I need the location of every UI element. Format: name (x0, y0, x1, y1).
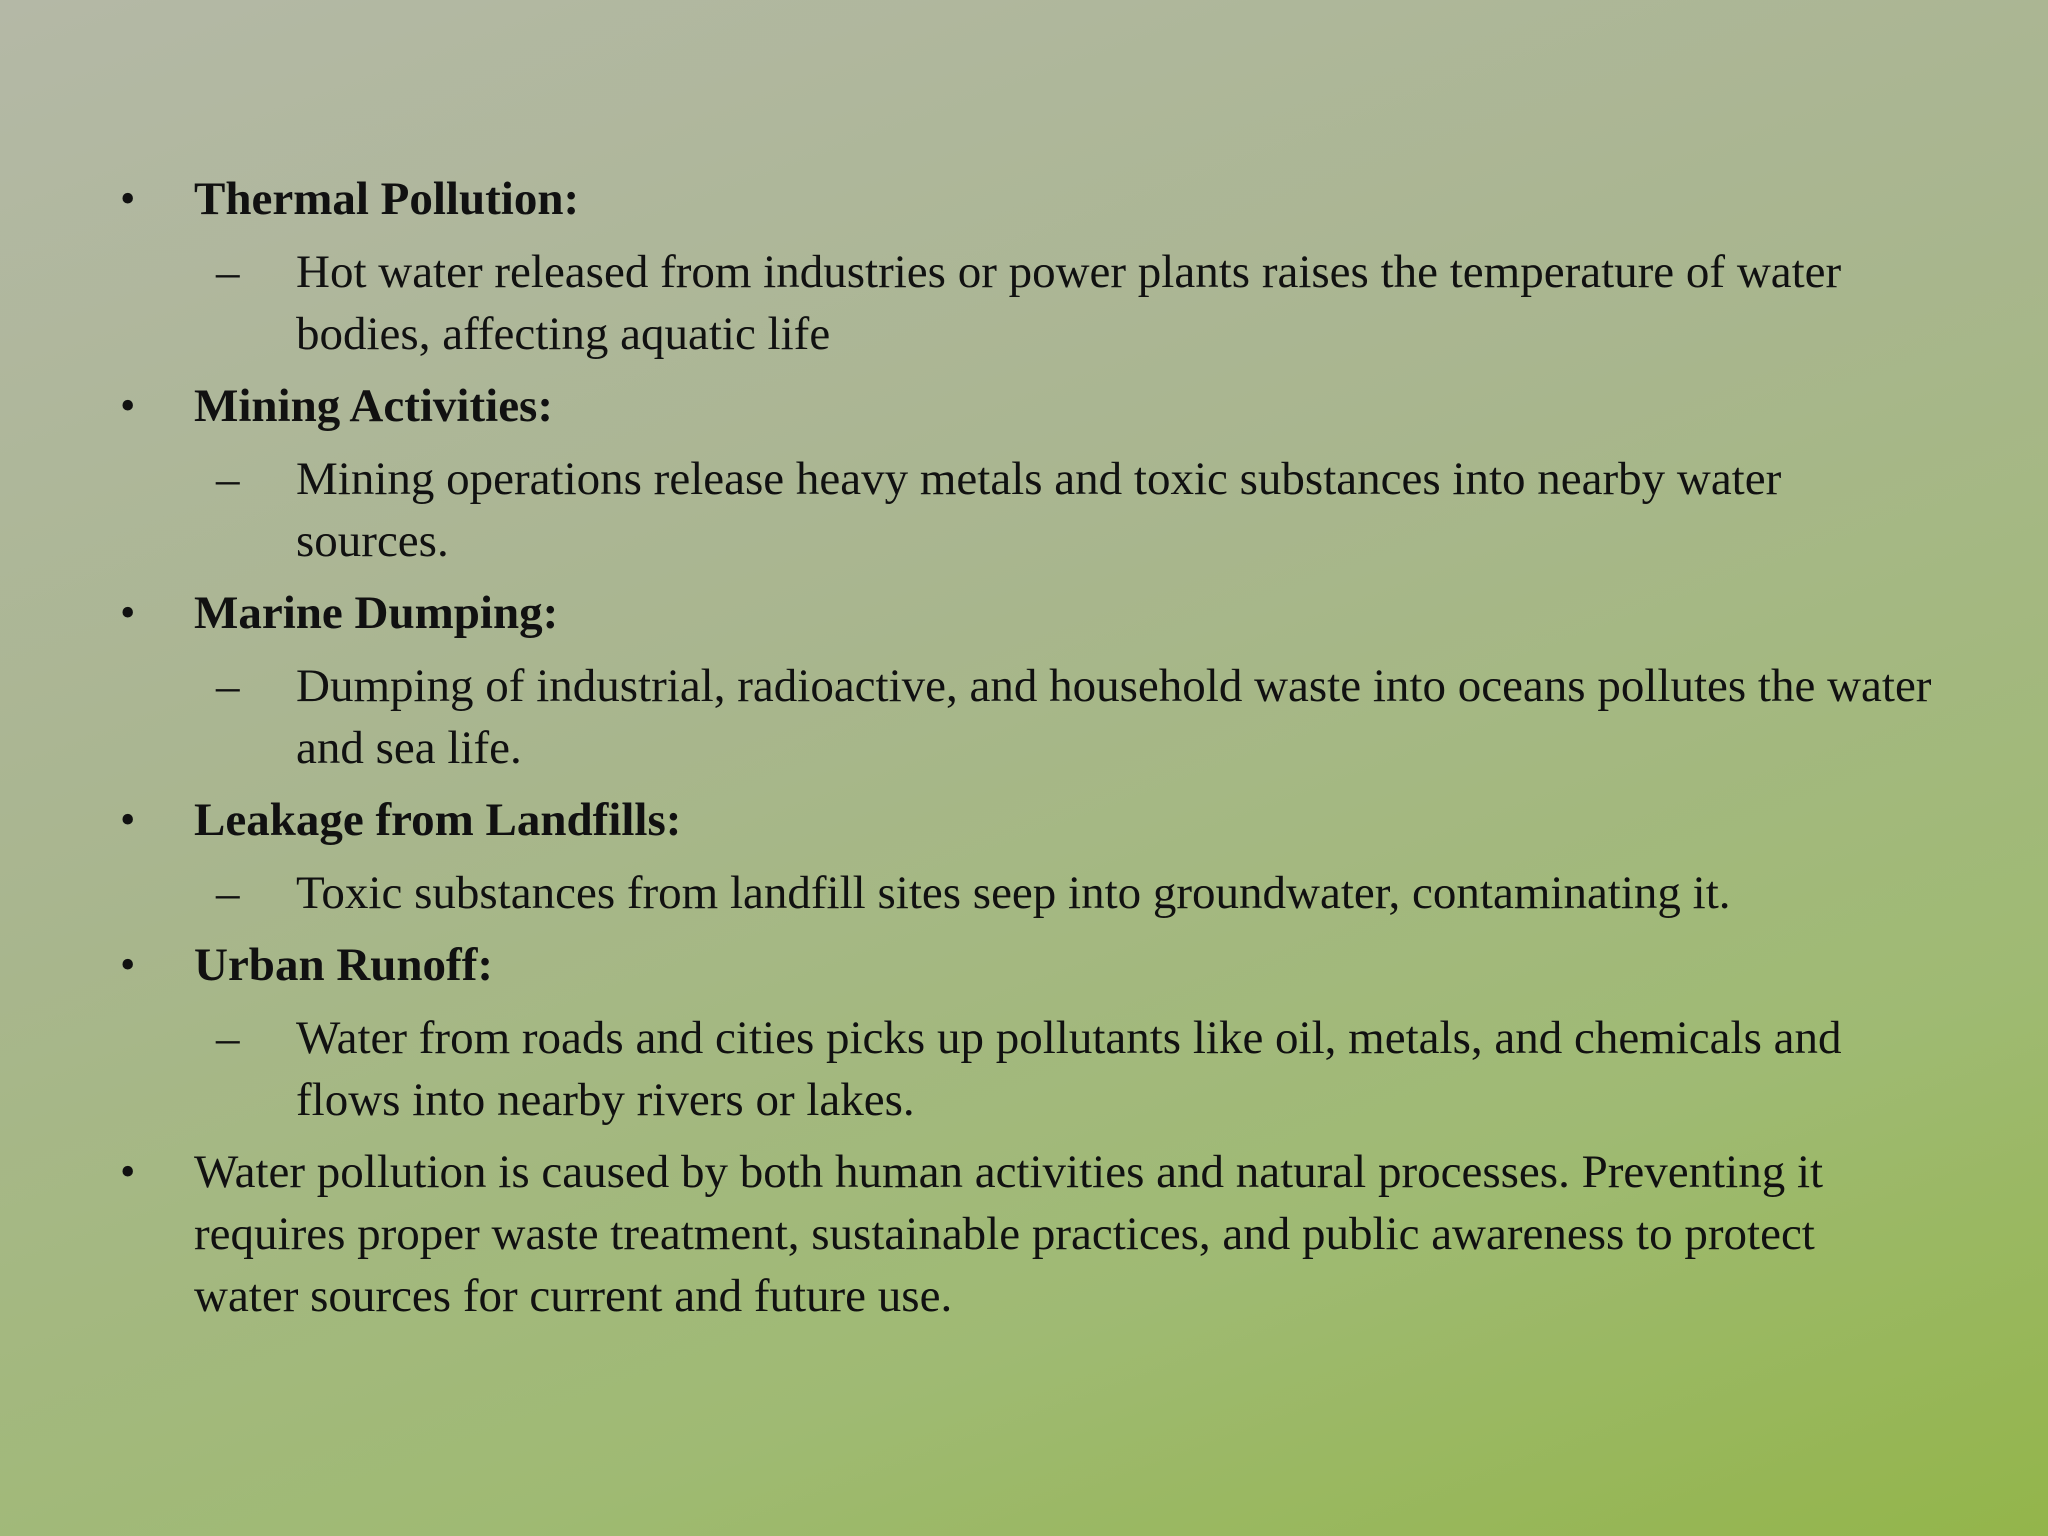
section-heading: Marine Dumping: (194, 587, 559, 639)
summary-text: Water pollution is caused by both human activities and natural processes. Preventing it requires proper waste treatment, sustainable practices, and public awareness to protect water sources for current and future use. (194, 1146, 1824, 1322)
section-detail: Dumping of industrial, radioactive, and household waste into oceans pollutes the water and sea life. (296, 660, 1932, 774)
list-item-summary (120, 1141, 1940, 1327)
section-detail: Hot water released from industries or power plants raises the temperature of water bodies, affecting aquatic life (296, 246, 1842, 360)
sub-item (216, 448, 1940, 572)
list-item-marine-dumping (120, 582, 1940, 779)
section-heading: Leakage from Landfills: (194, 794, 682, 846)
section-detail: Toxic substances from landfill sites seep into groundwater, contaminating it. (296, 867, 1731, 919)
bullet-icon: • (120, 940, 136, 989)
bullet-list (120, 168, 1940, 1327)
dash-icon: – (216, 660, 240, 712)
section-detail: Mining operations release heavy metals and toxic substances into nearby water sources. (296, 453, 1782, 567)
sub-item (216, 655, 1940, 779)
bullet-icon: • (120, 1147, 136, 1196)
dash-icon: – (216, 1012, 240, 1064)
sub-item (216, 862, 1940, 924)
section-heading: Thermal Pollution: (194, 173, 580, 225)
dash-icon: – (216, 453, 240, 505)
bullet-icon: • (120, 795, 136, 844)
bullet-icon: • (120, 174, 136, 223)
sub-item (216, 241, 1940, 365)
dash-icon: – (216, 867, 240, 919)
bullet-icon: • (120, 381, 136, 430)
section-detail: Water from roads and cities picks up pollutants like oil, metals, and chemicals and flows into nearby rivers or lakes. (296, 1012, 1842, 1126)
list-item-leakage-from-landfills (120, 789, 1940, 924)
section-heading: Mining Activities: (194, 380, 553, 432)
list-item-urban-runoff (120, 934, 1940, 1131)
dash-icon: – (216, 246, 240, 298)
bullet-icon: • (120, 588, 136, 637)
list-item-thermal-pollution (120, 168, 1940, 365)
list-item-mining-activities (120, 375, 1940, 572)
section-heading: Urban Runoff: (194, 939, 494, 991)
sub-item (216, 1007, 1940, 1131)
